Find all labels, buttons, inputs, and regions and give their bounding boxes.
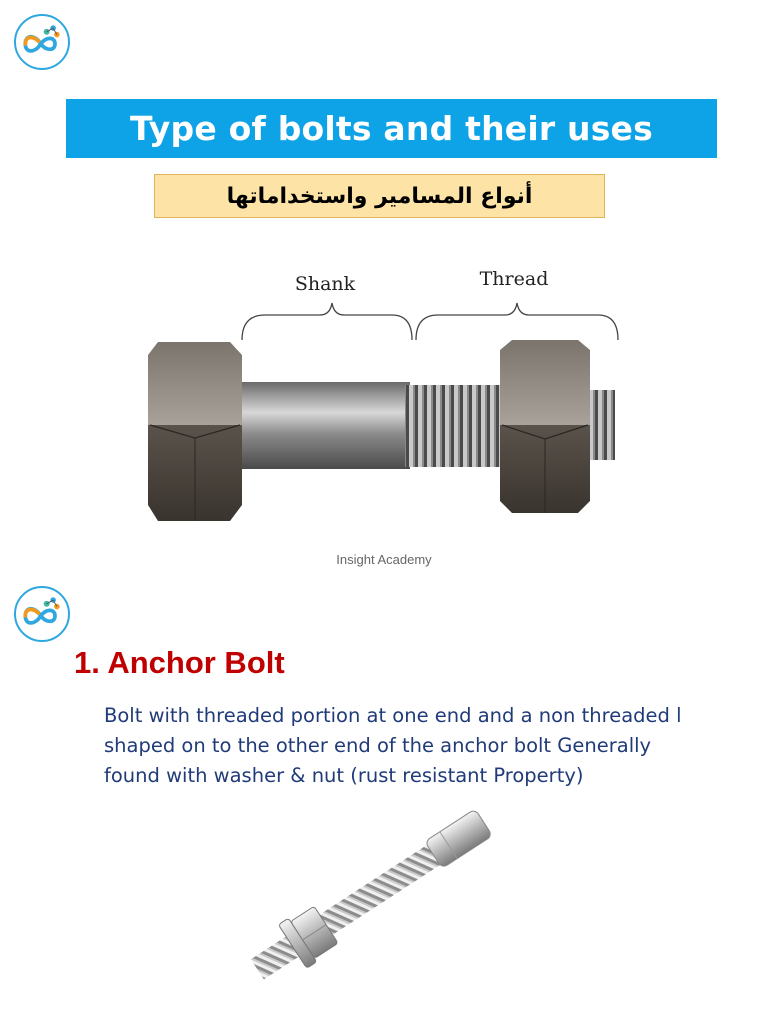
bolt-diagram bbox=[130, 255, 650, 535]
figure-caption: Insight Academy bbox=[336, 552, 432, 567]
anchor-bolt-illustration bbox=[215, 800, 525, 990]
bolt-threads bbox=[405, 385, 505, 467]
section-title: 1. Anchor Bolt bbox=[74, 645, 285, 680]
arabic-subtitle: أنواع المسامير واستخداماتها bbox=[154, 174, 605, 218]
thread-brace bbox=[416, 303, 618, 340]
bolt-shank bbox=[230, 382, 410, 469]
page-title: Type of bolts and their uses bbox=[66, 99, 717, 158]
shank-label: Shank bbox=[294, 273, 356, 295]
thread-label: Thread bbox=[479, 268, 549, 290]
academy-logo-icon bbox=[14, 14, 70, 70]
section-description: Bolt with threaded portion at one end and a non threaded l shaped on to the other end of the anchor bolt Generally found with washer & nut (rust resistant Property) bbox=[104, 704, 682, 787]
shank-brace bbox=[242, 303, 412, 340]
academy-logo-icon bbox=[14, 586, 70, 642]
bolt-head bbox=[148, 342, 242, 521]
nut bbox=[500, 340, 590, 513]
